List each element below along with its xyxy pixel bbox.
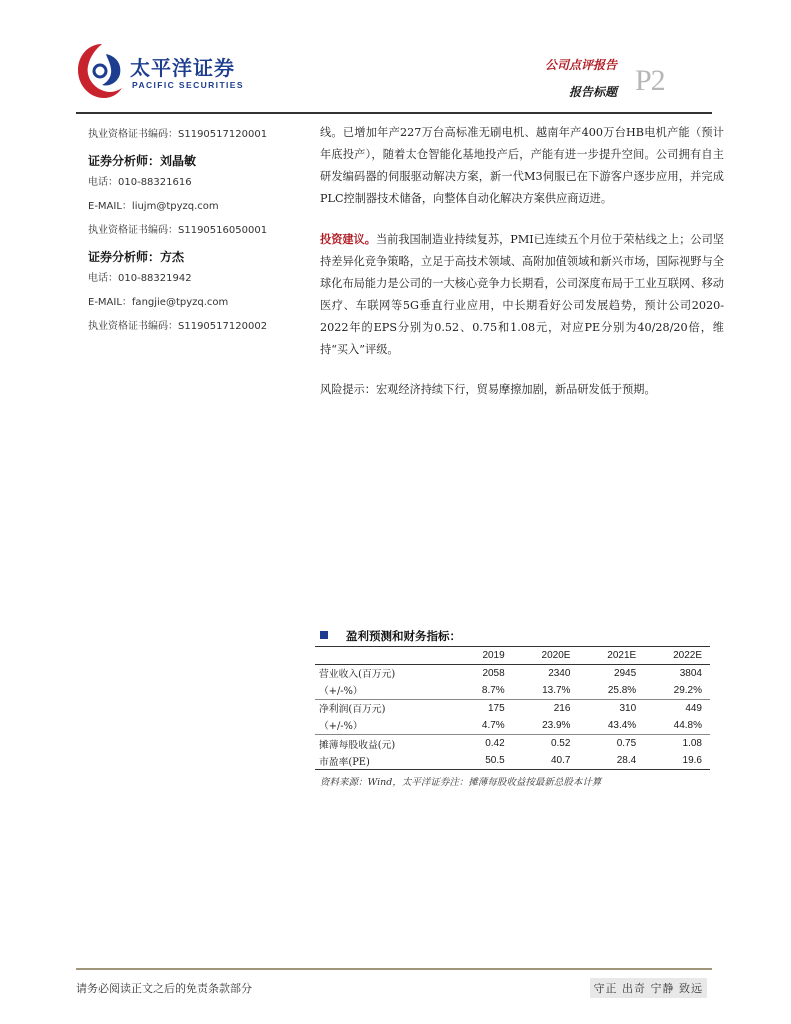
analyst-info: [88, 126, 308, 342]
company-logo: [76, 40, 246, 102]
column-header: [315, 647, 457, 665]
financial-forecast-table: [315, 646, 710, 770]
report-title: 报告标题: [568, 85, 617, 99]
table-cell: 2945: [613, 667, 637, 679]
column-header: 2019: [482, 649, 505, 661]
table-row: [315, 734, 710, 752]
table-cell: 19.6: [682, 755, 702, 767]
footer-divider: [76, 968, 712, 970]
analyst-contact-line: E-MAIL：fangjie@tpyzq.com: [88, 297, 229, 308]
table-cell: 0.75: [616, 738, 637, 750]
table-cell: 13.7%: [542, 684, 571, 696]
table-cell: 216: [553, 702, 571, 714]
logo-chinese-name: 太平洋证券: [130, 56, 235, 80]
investment-advice-text: 当前我国制造业持续复苏，PMI已连续五个月位于荣枯线之上；公司坚持差异化竞争策略，立足于高技术领域、高附加值领域和新兴市场，国际视野与全球化布局能力是公司的一大核心竞争力长期看，公司深度布局于工业互联网、移动医疗、车联网等5G垂直行业应用，中长期看好公司发展趋势，预计公司2020-2022年的EPS分别为0.52、0.75和1.08元，对应PE分别为40/28/20倍，维持“买入”评级。: [320, 233, 724, 356]
table-row: [315, 682, 710, 700]
row-label: 摊薄每股收益(元): [319, 739, 396, 751]
table-row: [315, 752, 710, 770]
report-type: 公司点评报告: [544, 58, 617, 72]
square-bullet-icon: [320, 631, 328, 639]
table-cell: 44.8%: [673, 719, 702, 731]
analyst-contact-line: 执业资格证书编码：S1190517120001: [88, 129, 268, 140]
table-cell: 0.52: [550, 738, 571, 750]
table-cell: 3804: [679, 667, 702, 679]
analyst-contact-line: E-MAIL：liujm@tpyzq.com: [88, 201, 219, 212]
table-cell: 8.7%: [481, 684, 505, 696]
analyst-contact-line: 执业资格证书编码：S1190517120002: [88, 321, 268, 332]
table-row: [315, 717, 710, 735]
body-paragraph-capacity: 线。已增加年产227万台高标准无刷电机、越南年产400万台HB电机产能（预计年底投产），随着太仓智能化基地投产后，产能有进一步提升空间。公司拥有自主研发编码器的伺服驱动解决方案，新一代M3伺服已在下游客户逐步应用，并完成PLC控制器技术储备，向整体自动化解决方案供应商迈进。: [320, 126, 724, 205]
row-label: （+/-%）: [319, 686, 363, 698]
company-motto: 守正 出奇 宁静 致远: [590, 978, 708, 998]
table-cell: 4.7%: [481, 719, 505, 731]
row-label: 市盈率(PE): [319, 756, 370, 768]
analyst-name: 证券分析师：方杰: [88, 250, 185, 264]
report-body: [320, 122, 724, 419]
table-cell: 310: [619, 702, 637, 714]
table-cell: 1.08: [682, 738, 702, 750]
column-header: 2022E: [673, 649, 702, 661]
analyst-contact-line: 电话：010-88321942: [88, 273, 192, 284]
page-number: P2: [635, 64, 665, 97]
table-cell: 43.4%: [607, 719, 637, 731]
table-cell: 175: [488, 702, 505, 714]
table-cell: 0.42: [485, 738, 505, 750]
header-divider: [76, 112, 712, 114]
table-cell: 40.7: [550, 755, 571, 767]
investment-advice-label: 投资建议。: [320, 232, 376, 246]
analyst-contact-line: 执业资格证书编码：S1190516050001: [88, 225, 268, 236]
table-title: 盈利预测和财务指标：: [320, 628, 461, 644]
table-cell: 2058: [482, 667, 505, 679]
table-row: [315, 699, 710, 717]
table-cell: 2340: [548, 667, 571, 679]
analyst-name: 证券分析师：刘晶敏: [88, 154, 197, 168]
table-header-row: [315, 647, 710, 665]
table-cell: 50.5: [485, 755, 505, 767]
table-row: [315, 664, 710, 682]
column-header: 2021E: [607, 649, 637, 661]
table-cell: 449: [685, 702, 702, 714]
table-cell: 28.4: [616, 755, 637, 767]
table-cell: 23.9%: [542, 719, 571, 731]
row-label: 净利润(百万元): [319, 704, 386, 716]
logo-english-name: PACIFIC SECURITIES: [132, 80, 244, 90]
row-label: （+/-%）: [319, 721, 363, 733]
analyst-contact-line: 电话：010-88321616: [88, 177, 192, 188]
disclaimer-notice: 请务必阅读正文之后的免责条款部分: [76, 982, 252, 995]
table-cell: 25.8%: [607, 684, 637, 696]
body-paragraph-risk: 风险提示：宏观经济持续下行，贸易摩擦加剧，新品研发低于预期。: [320, 383, 656, 396]
table-cell: 29.2%: [673, 684, 702, 696]
table-source-note: 资料来源：Wind，太平洋证券注：摊薄每股收益按最新总股本计算: [320, 777, 602, 788]
row-label: 营业收入(百万元): [319, 669, 396, 681]
body-paragraph-investment: [320, 228, 724, 361]
column-header: 2020E: [541, 649, 571, 661]
logo-emblem-icon: [76, 40, 128, 102]
